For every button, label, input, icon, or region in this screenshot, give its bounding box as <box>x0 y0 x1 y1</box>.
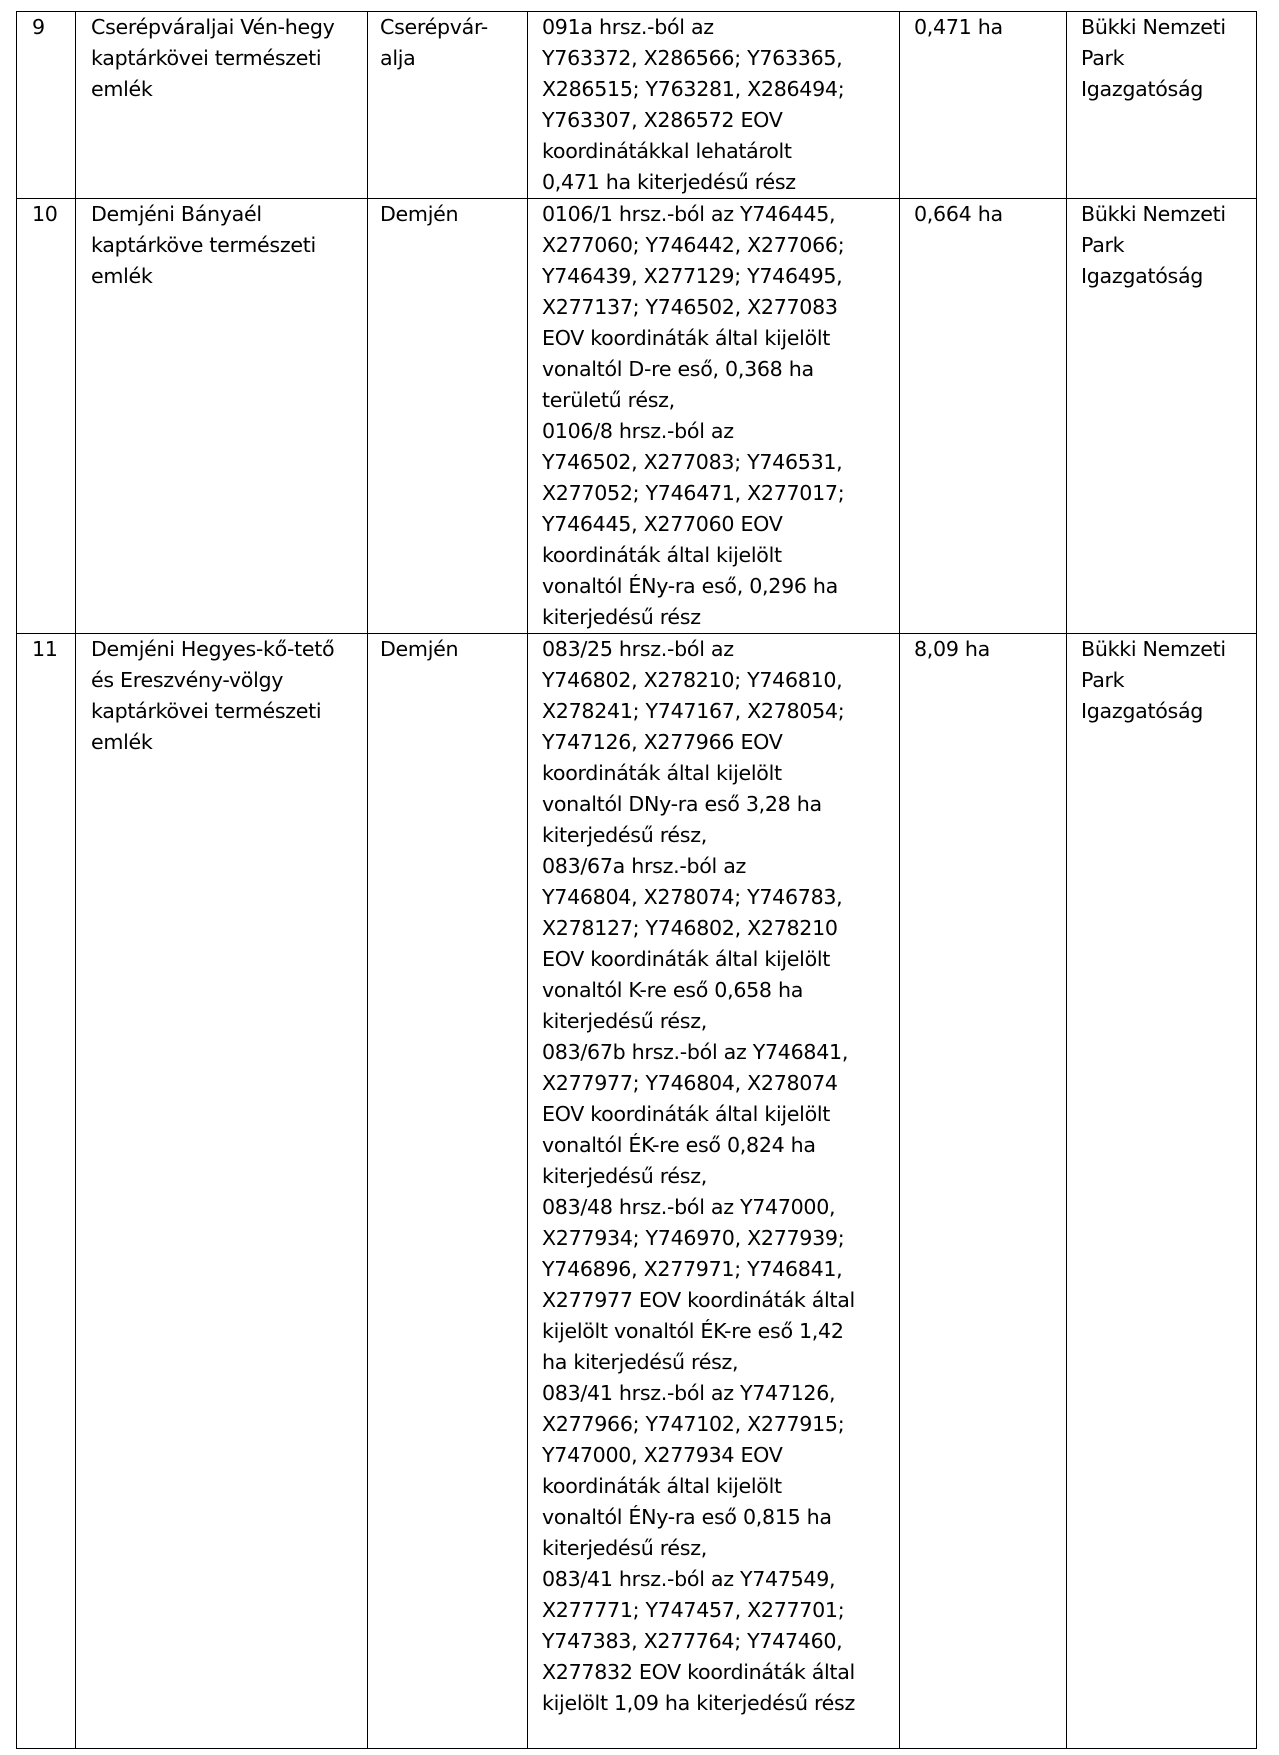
natural-monuments-table <box>16 11 1257 1749</box>
row-number: 9 <box>17 12 76 199</box>
row-number: 11 <box>17 634 76 1749</box>
settlement: Cserépvár- alja <box>368 12 528 199</box>
monument-name: Demjéni Bányaél kaptárköve természeti emlék <box>76 199 368 634</box>
managing-organization: Bükki Nemzeti Park Igazgatóság <box>1067 12 1257 199</box>
area-value: 8,09 ha <box>900 634 1067 1749</box>
row-number: 10 <box>17 199 76 634</box>
monument-name: Cserépváraljai Vén-hegy kaptárkövei természeti emlék <box>76 12 368 199</box>
table-row <box>17 199 1257 634</box>
table-row <box>17 634 1257 1749</box>
area-value: 0,471 ha <box>900 12 1067 199</box>
managing-organization: Bükki Nemzeti Park Igazgatóság <box>1067 199 1257 634</box>
parcel-description: 0106/1 hrsz.-ból az Y746445, X277060; Y746442, X277066; Y746439, X277129; Y746495, X277137; Y746502, X277083 EOV koordináták által kijelölt vonaltól D-re eső, 0,368 ha területű rész, 0106/8 hrsz.-ból az Y746502, X277083; Y746531, X277052; Y746471, X277017; Y746445, X277060 EOV koordináták által kijelölt vonaltól ÉNy-ra eső, 0,296 ha kiterjedésű rész <box>528 199 900 634</box>
managing-organization: Bükki Nemzeti Park Igazgatóság <box>1067 634 1257 1749</box>
settlement: Demjén <box>368 199 528 634</box>
table-row <box>17 12 1257 199</box>
area-value: 0,664 ha <box>900 199 1067 634</box>
monument-name: Demjéni Hegyes-kő-tető és Ereszvény-völgy kaptárkövei természeti emlék <box>76 634 368 1749</box>
parcel-description: 091a hrsz.-ból az Y763372, X286566; Y763365, X286515; Y763281, X286494; Y763307, X286572 EOV koordinátákkal lehatárolt 0,471 ha kiterjedésű rész <box>528 12 900 199</box>
settlement: Demjén <box>368 634 528 1749</box>
parcel-description: 083/25 hrsz.-ból az Y746802, X278210; Y746810, X278241; Y747167, X278054; Y747126, X277966 EOV koordináták által kijelölt vonaltól DNy-ra eső 3,28 ha kiterjedésű rész, 083/67a hrsz.-ból az Y746804, X278074; Y746783, X278127; Y746802, X278210 EOV koordináták által kijelölt vonaltól K-re eső 0,658 ha kiterjedésű rész, 083/67b hrsz.-ból az Y746841, X277977; Y746804, X278074 EOV koordináták által kijelölt vonaltól ÉK-re eső 0,824 ha kiterjedésű rész, 083/48 hrsz.-ból az Y747000, X277934; Y746970, X277939; Y746896, X277971; Y746841, X277977 EOV koordináták által kijelölt vonaltól ÉK-re eső 1,42 ha kiterjedésű rész, 083/41 hrsz.-ból az Y747126, X277966; Y747102, X277915; Y747000, X277934 EOV koordináták által kijelölt vonaltól ÉNy-ra eső 0,815 ha kiterjedésű rész, 083/41 hrsz.-ból az Y747549, X277771; Y747457, X277701; Y747383, X277764; Y747460, X277832 EOV koordináták által kijelölt 1,09 ha kiterjedésű rész <box>528 634 900 1749</box>
